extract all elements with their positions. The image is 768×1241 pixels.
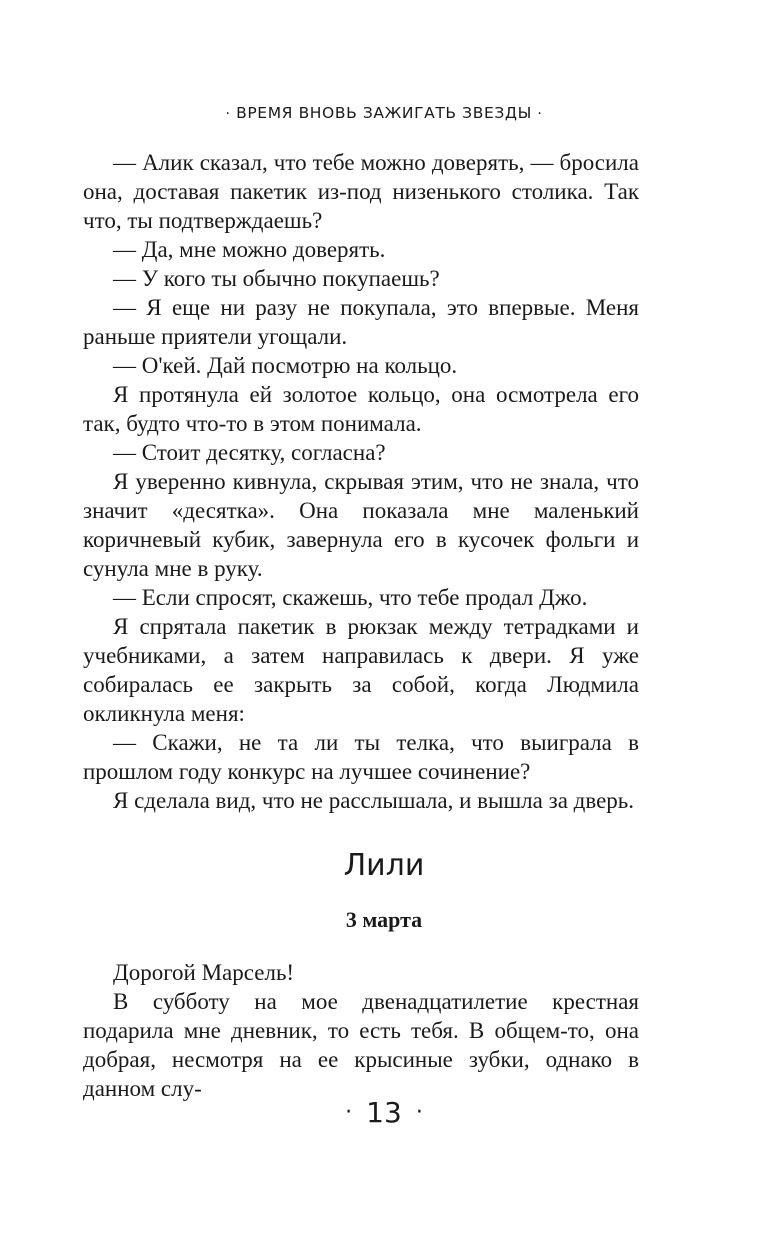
paragraph: — Да, мне можно доверять. bbox=[113, 237, 386, 262]
header-dot-right: · bbox=[537, 106, 543, 122]
paragraph: — Скажи, не та ли ты телка, что выиграла в прошлом году конкурс на лучшее сочинение? bbox=[83, 730, 639, 784]
running-header-title: ВРЕМЯ ВНОВЬ ЗАЖИГАТЬ ЗВЕЗДЫ bbox=[236, 104, 532, 122]
chapter-title: Лили bbox=[343, 848, 425, 883]
diary-text bbox=[83, 958, 639, 1103]
diary-salutation: Дорогой Марсель! bbox=[113, 960, 295, 985]
paragraph: — Алик сказал, что тебе можно доверять, — бросила она, доставая пакетик из-под низенького столика. Так что, ты подтверждаешь? bbox=[83, 150, 639, 233]
page-number bbox=[0, 1093, 768, 1136]
page-number-value: 13 bbox=[366, 1096, 402, 1129]
paragraph: — Если спросят, скажешь, что тебе продал Джо. bbox=[113, 585, 588, 610]
footer-dot-right: · bbox=[415, 1100, 423, 1125]
chapter-date: 3 марта bbox=[345, 907, 423, 932]
paragraph: Я сделала вид, что не расслышала, и вышла за дверь. bbox=[113, 788, 635, 813]
running-header bbox=[0, 103, 768, 124]
paragraph: — Я еще ни разу не покупала, это впервые. Меня раньше приятели угощали. bbox=[83, 295, 639, 349]
paragraph: Я спрятала пакетик в рюкзак между тетрадками и учебниками, а затем направилась к двери. Я уже собиралась ее закрыть за собой, когда Людмила окликнула меня: bbox=[83, 614, 639, 726]
paragraph: Я уверенно кивнула, скрывая этим, что не знала, что значит «десятка». Она показала мне маленький коричневый кубик, завернула его в кусочек фольги и сунула мне в руку. bbox=[83, 469, 639, 581]
body-text bbox=[83, 148, 639, 815]
paragraph: Я протянула ей золотое кольцо, она осмотрела его так, будто что-то в этом понимала. bbox=[83, 382, 639, 436]
paragraph: — У кого ты обычно покупаешь? bbox=[113, 266, 440, 291]
header-dot-left: · bbox=[225, 106, 231, 122]
footer-dot-left: · bbox=[345, 1100, 353, 1125]
paragraph: — Стоит десятку, согласна? bbox=[113, 440, 386, 465]
diary-paragraph: В субботу на мое двенадцатилетие крестная подарила мне дневник, то есть тебя. В общем-то, она добрая, несмотря на ее крысиные зубки, однако в данном слу- bbox=[83, 989, 639, 1101]
paragraph: — О'кей. Дай посмотрю на кольцо. bbox=[113, 353, 458, 378]
